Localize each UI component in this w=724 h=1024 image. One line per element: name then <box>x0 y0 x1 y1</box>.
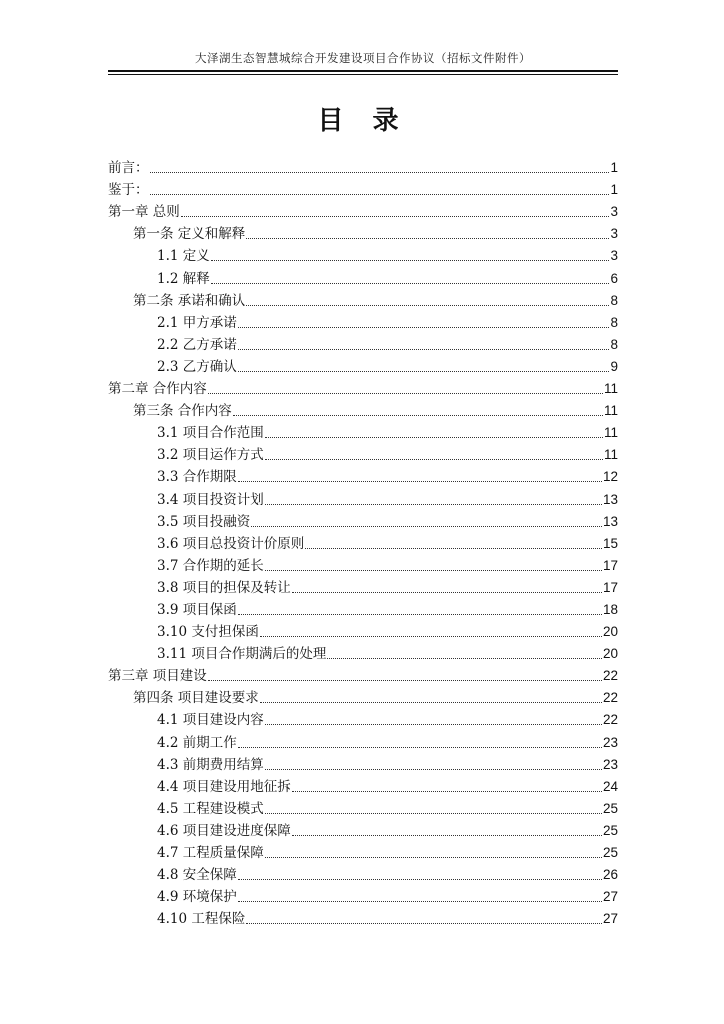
toc-entry-page-number: 15 <box>602 535 618 551</box>
toc-entry[interactable] <box>108 509 618 531</box>
toc-list <box>108 155 618 928</box>
toc-entry-label: 第二条 承诺和确认 <box>133 292 246 309</box>
toc-entry-page-number: 25 <box>602 800 618 816</box>
toc-dot-leader <box>265 855 602 858</box>
toc-entry-page-number: 12 <box>602 469 618 485</box>
toc-entry[interactable] <box>108 818 618 840</box>
toc-entry[interactable] <box>108 884 618 906</box>
toc-entry[interactable] <box>108 774 618 796</box>
toc-dot-leader <box>181 214 610 217</box>
toc-entry[interactable] <box>108 310 618 332</box>
toc-entry-page-number: 23 <box>602 734 618 750</box>
toc-entry-page-number: 9 <box>610 358 618 374</box>
toc-entry-label: 前言： <box>108 160 149 177</box>
toc-entry[interactable] <box>108 862 618 884</box>
toc-entry-page-number: 20 <box>602 646 618 662</box>
toc-dot-leader <box>292 833 602 836</box>
toc-entry[interactable] <box>108 575 618 597</box>
toc-entry-page-number: 25 <box>602 822 618 838</box>
toc-entry-page-number: 26 <box>602 867 618 883</box>
toc-entry-label: 2.2 乙方承诺 <box>157 336 237 353</box>
toc-entry[interactable] <box>108 354 618 376</box>
toc-dot-leader <box>246 236 609 239</box>
toc-entry-page-number: 6 <box>610 270 618 286</box>
toc-entry-page-number: 22 <box>602 712 618 728</box>
toc-entry-label: 1.2 解释 <box>157 270 210 287</box>
toc-entry-label: 第一条 定义和解释 <box>133 226 246 243</box>
toc-entry-label: 4.1 项目建设内容 <box>157 712 264 729</box>
toc-entry-label: 4.10 工程保险 <box>157 911 246 928</box>
toc-entry-label: 第一章 总则 <box>108 204 180 221</box>
toc-dot-leader <box>150 170 610 173</box>
toc-entry-label: 3.6 项目总投资计价原则 <box>157 535 305 552</box>
toc-entry[interactable] <box>108 752 618 774</box>
toc-entry-label: 4.6 项目建设进度保障 <box>157 822 291 839</box>
toc-entry-page-number: 3 <box>610 248 618 264</box>
toc-entry[interactable] <box>108 685 618 707</box>
toc-dot-leader <box>265 568 602 571</box>
toc-entry[interactable] <box>108 906 618 928</box>
toc-entry-label: 3.11 项目合作期满后的处理 <box>157 646 327 663</box>
toc-entry-label: 3.9 项目保函 <box>157 601 237 618</box>
toc-entry-label: 3.5 项目投融资 <box>157 513 251 530</box>
toc-dot-leader <box>238 347 610 350</box>
toc-dot-leader <box>246 303 609 306</box>
toc-entry[interactable] <box>108 177 618 199</box>
toc-dot-leader <box>233 413 603 416</box>
toc-entry-label: 4.3 前期费用结算 <box>157 756 264 773</box>
toc-entry[interactable] <box>108 840 618 862</box>
toc-entry[interactable] <box>108 332 618 354</box>
toc-entry-page-number: 13 <box>602 491 618 507</box>
toc-entry-label: 4.4 项目建设用地征拆 <box>157 778 291 795</box>
toc-entry-page-number: 22 <box>602 668 618 684</box>
toc-entry-page-number: 17 <box>602 579 618 595</box>
toc-dot-leader <box>305 546 602 549</box>
toc-entry-label: 2.1 甲方承诺 <box>157 314 237 331</box>
toc-entry-label: 4.2 前期工作 <box>157 734 237 751</box>
toc-entry[interactable] <box>108 398 618 420</box>
toc-entry[interactable] <box>108 531 618 553</box>
toc-entry-page-number: 24 <box>602 778 618 794</box>
toc-entry-label: 第四条 项目建设要求 <box>133 690 259 707</box>
toc-entry-label: 第三章 项目建设 <box>108 668 207 685</box>
toc-dot-leader <box>327 656 602 659</box>
toc-entry[interactable] <box>108 619 618 641</box>
toc-entry[interactable] <box>108 288 618 310</box>
toc-entry-label: 2.3 乙方确认 <box>157 358 237 375</box>
toc-dot-leader <box>260 700 602 703</box>
toc-entry-page-number: 27 <box>602 889 618 905</box>
toc-entry-label: 鉴于： <box>108 182 149 199</box>
toc-entry-label: 3.10 支付担保函 <box>157 624 259 641</box>
header-rule-thin <box>108 74 618 75</box>
toc-dot-leader <box>208 391 603 394</box>
toc-entry[interactable] <box>108 707 618 729</box>
toc-entry-page-number: 27 <box>602 911 618 927</box>
toc-entry-page-number: 18 <box>602 601 618 617</box>
toc-dot-leader <box>238 745 602 748</box>
toc-entry-label: 第三条 合作内容 <box>133 403 232 420</box>
toc-entry-page-number: 17 <box>602 557 618 573</box>
toc-dot-leader <box>211 281 610 284</box>
toc-entry[interactable] <box>108 265 618 287</box>
toc-entry-page-number: 25 <box>602 845 618 860</box>
toc-dot-leader <box>211 258 610 261</box>
toc-dot-leader <box>246 921 602 924</box>
toc-entry[interactable] <box>108 221 618 243</box>
toc-dot-leader <box>238 877 602 880</box>
toc-entry-label: 第二章 合作内容 <box>108 381 207 398</box>
toc-dot-leader <box>265 435 603 438</box>
toc-entry[interactable] <box>108 641 618 663</box>
toc-dot-leader <box>238 612 602 615</box>
toc-entry-label: 3.8 项目的担保及转让 <box>157 579 291 596</box>
toc-entry-label: 4.9 环境保护 <box>157 889 237 906</box>
toc-dot-leader <box>251 524 602 527</box>
toc-entry[interactable] <box>108 663 618 685</box>
header-rule-thick <box>108 70 618 72</box>
toc-entry-label: 4.8 安全保障 <box>157 867 237 884</box>
toc-entry-page-number: 1 <box>610 182 618 198</box>
toc-dot-leader <box>208 678 602 681</box>
toc-entry-label: 3.2 项目运作方式 <box>157 447 264 464</box>
toc-title: 目 录 <box>317 106 409 136</box>
toc-entry[interactable] <box>108 486 618 508</box>
toc-entry[interactable] <box>108 729 618 751</box>
toc-entry[interactable] <box>108 243 618 265</box>
toc-entry-page-number: 8 <box>610 292 618 308</box>
toc-entry-page-number: 23 <box>602 756 618 772</box>
running-header: 大泽湖生态智慧城综合开发建设项目合作协议（招标文件附件） <box>195 51 531 65</box>
toc-entry-label: 4.5 工程建设模式 <box>157 800 264 817</box>
toc-dot-leader <box>238 899 602 902</box>
toc-entry-page-number: 1 <box>610 160 618 176</box>
toc-dot-leader <box>265 722 602 725</box>
toc-dot-leader <box>265 457 603 460</box>
toc-dot-leader <box>292 590 602 593</box>
toc-entry[interactable] <box>108 420 618 442</box>
toc-entry-page-number: 11 <box>603 425 618 441</box>
toc-entry[interactable] <box>108 597 618 619</box>
toc-entry-page-number: 20 <box>602 624 618 640</box>
toc-entry[interactable] <box>108 155 618 177</box>
toc-entry[interactable] <box>108 199 618 221</box>
toc-entry-label: 3.7 合作期的延长 <box>157 557 264 574</box>
toc-dot-leader <box>260 634 602 637</box>
toc-dot-leader <box>150 192 610 195</box>
toc-entry-page-number: 22 <box>602 690 618 706</box>
toc-entry-label: 4.7 工程质量保障 <box>157 845 264 861</box>
toc-entry-page-number: 11 <box>603 447 618 463</box>
toc-entry[interactable] <box>108 553 618 575</box>
toc-dot-leader <box>265 502 602 505</box>
toc-entry-page-number: 11 <box>603 403 618 419</box>
toc-entry-page-number: 13 <box>602 513 618 529</box>
toc-dot-leader <box>238 369 610 372</box>
toc-dot-leader <box>265 767 602 770</box>
toc-entry[interactable] <box>108 796 618 818</box>
toc-entry-page-number: 3 <box>610 204 618 220</box>
toc-entry[interactable] <box>108 464 618 486</box>
toc-entry-label: 3.1 项目合作范围 <box>157 425 264 442</box>
toc-entry-page-number: 8 <box>610 314 618 330</box>
toc-dot-leader <box>238 479 602 482</box>
toc-entry-label: 3.4 项目投资计划 <box>157 491 264 508</box>
toc-entry-page-number: 3 <box>610 226 618 242</box>
toc-dot-leader <box>292 789 602 792</box>
toc-entry[interactable] <box>108 442 618 464</box>
toc-entry[interactable] <box>108 376 618 398</box>
toc-entry-label: 3.3 合作期限 <box>157 469 237 486</box>
toc-entry-page-number: 8 <box>610 336 618 352</box>
toc-entry-page-number: 11 <box>603 381 618 397</box>
toc-dot-leader <box>265 811 602 814</box>
toc-entry-label: 1.1 定义 <box>157 248 210 265</box>
toc-dot-leader <box>238 325 610 328</box>
